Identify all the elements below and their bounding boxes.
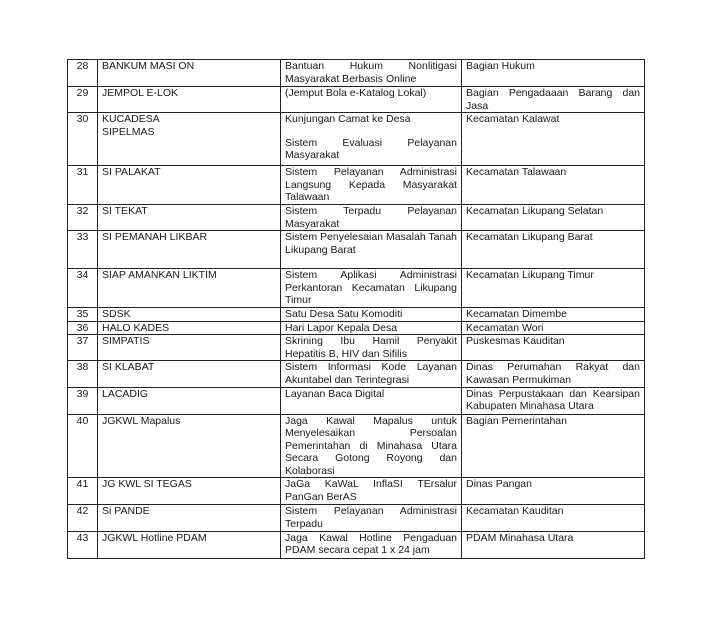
app-description-group	[281, 113, 462, 166]
app-description-secondary: Sistem Evaluasi Pelayanan Masyarakat	[285, 136, 457, 162]
table-row	[68, 269, 645, 308]
table-row	[68, 113, 645, 166]
responsible-unit: Kecamatan Likupang Selatan	[462, 204, 645, 230]
responsible-unit: Bagian Pemerintahan	[462, 414, 645, 478]
row-number: 34	[68, 269, 98, 308]
app-description: Sistem Informasi Kode Layanan Akuntabel dan Terintegrasi	[281, 361, 462, 387]
row-number: 40	[68, 414, 98, 478]
row-number: 42	[68, 505, 98, 531]
blank-line	[285, 126, 457, 137]
app-name-group	[98, 113, 281, 166]
table-row	[68, 60, 645, 87]
table-row	[68, 321, 645, 335]
app-name: JGKWL Mapalus	[98, 414, 281, 478]
row-number: 41	[68, 478, 98, 505]
table-row	[68, 505, 645, 531]
app-name: SI TEKAT	[98, 204, 281, 230]
app-name: SI PALAKAT	[98, 166, 281, 205]
app-description: (Jemput Bola e-Katalog Lokal)	[281, 87, 462, 113]
app-name: JG KWL SI TEGAS	[98, 478, 281, 505]
responsible-unit: Kecamatan Likupang Timur	[462, 269, 645, 308]
row-number: 28	[68, 60, 98, 87]
responsible-unit: Puskesmas Kauditan	[462, 335, 645, 361]
responsible-unit: Dinas Pangan	[462, 478, 645, 505]
table-row	[68, 387, 645, 414]
table-row	[68, 204, 645, 230]
responsible-unit: Kecamatan Likupang Barat	[462, 231, 645, 269]
responsible-unit: Kecamatan Dimembe	[462, 307, 645, 321]
app-name-secondary: SIPELMAS	[102, 125, 155, 138]
row-number: 32	[68, 204, 98, 230]
app-name: SDSK	[98, 307, 281, 321]
app-description: Sistem Penyelesaian Masalah Tanah Likupang Barat	[281, 231, 462, 269]
responsible-unit: Dinas Perpustakaan dan Kearsipan Kabupaten Minahasa Utara	[462, 387, 645, 414]
app-description: Kunjungan Camat ke Desa	[285, 113, 411, 126]
responsible-unit: Kecamatan Wori	[462, 321, 645, 335]
table-row	[68, 335, 645, 361]
table-row	[68, 231, 645, 269]
app-name: SI PEMANAH LIKBAR	[98, 231, 281, 269]
table-row	[68, 478, 645, 505]
app-name: Si PANDE	[98, 505, 281, 531]
app-description: Sistem Terpadu Pelayanan Masyarakat	[281, 204, 462, 230]
table-row	[68, 531, 645, 558]
responsible-unit: Kecamatan Kalawat	[462, 113, 645, 166]
app-name: JEMPOL E-LOK	[98, 87, 281, 113]
app-name: SIMPATIS	[98, 335, 281, 361]
row-number: 29	[68, 87, 98, 113]
row-number: 31	[68, 166, 98, 205]
app-description: Satu Desa Satu Komoditi	[281, 307, 462, 321]
responsible-unit: Dinas Perumahan Rakyat dan Kawasan Permukiman	[462, 361, 645, 387]
app-description: Hari Lapor Kepala Desa	[281, 321, 462, 335]
row-number: 39	[68, 387, 98, 414]
table-row	[68, 166, 645, 205]
row-number: 37	[68, 335, 98, 361]
app-description: Jaga Kawal Mapalus untuk Menyelesaikan Persoalan Pemerintahan di Minahasa Utara Secara Gotong Royong dan Kolaborasi	[281, 414, 462, 478]
row-number: 35	[68, 307, 98, 321]
app-description: JaGa KaWaL InflaSI TErsalur PanGan BerAS	[281, 478, 462, 505]
table-row	[68, 414, 645, 478]
app-description: Bantuan Hukum Nonlitigasi Masyarakat Berbasis Online	[281, 60, 462, 87]
app-name: HALO KADES	[98, 321, 281, 335]
app-description: Sistem Aplikasi Administrasi Perkantoran Kecamatan Likupang Timur	[281, 269, 462, 308]
row-number: 43	[68, 531, 98, 558]
table-row	[68, 361, 645, 387]
responsible-unit: Bagian Hukum	[462, 60, 645, 87]
app-name: KUCADESA	[102, 113, 160, 126]
row-number: 33	[68, 231, 98, 269]
row-number: 30	[68, 113, 98, 166]
row-number: 38	[68, 361, 98, 387]
app-description: Layanan Baca Digital	[281, 387, 462, 414]
responsible-unit: Kecamatan Talawaan	[462, 166, 645, 205]
responsible-unit: PDAM Minahasa Utara	[462, 531, 645, 558]
app-name: SIAP AMANKAN LIKTIM	[98, 269, 281, 308]
app-description: Sistem Pelayanan Administrasi Terpadu	[281, 505, 462, 531]
app-name: JGKWL Hotline PDAM	[98, 531, 281, 558]
table-row	[68, 307, 645, 321]
app-name: BANKUM MASI ON	[98, 60, 281, 87]
app-name: SI KLABAT	[98, 361, 281, 387]
app-description: Jaga Kawal Hotline Pengaduan PDAM secara cepat 1 x 24 jam	[281, 531, 462, 558]
responsible-unit: Bagian Pengadaaan Barang dan Jasa	[462, 87, 645, 113]
responsible-unit: Kecamatan Kauditan	[462, 505, 645, 531]
app-description: Skrining Ibu Hamil Penyakit Hepatitis B, HIV dan Sifilis	[281, 335, 462, 361]
row-number: 36	[68, 321, 98, 335]
app-name: LACADIG	[98, 387, 281, 414]
innovation-table	[67, 59, 645, 559]
app-description: Sistem Pelayanan Administrasi Langsung Kepada Masyarakat Talawaan	[281, 166, 462, 205]
table-row	[68, 87, 645, 113]
